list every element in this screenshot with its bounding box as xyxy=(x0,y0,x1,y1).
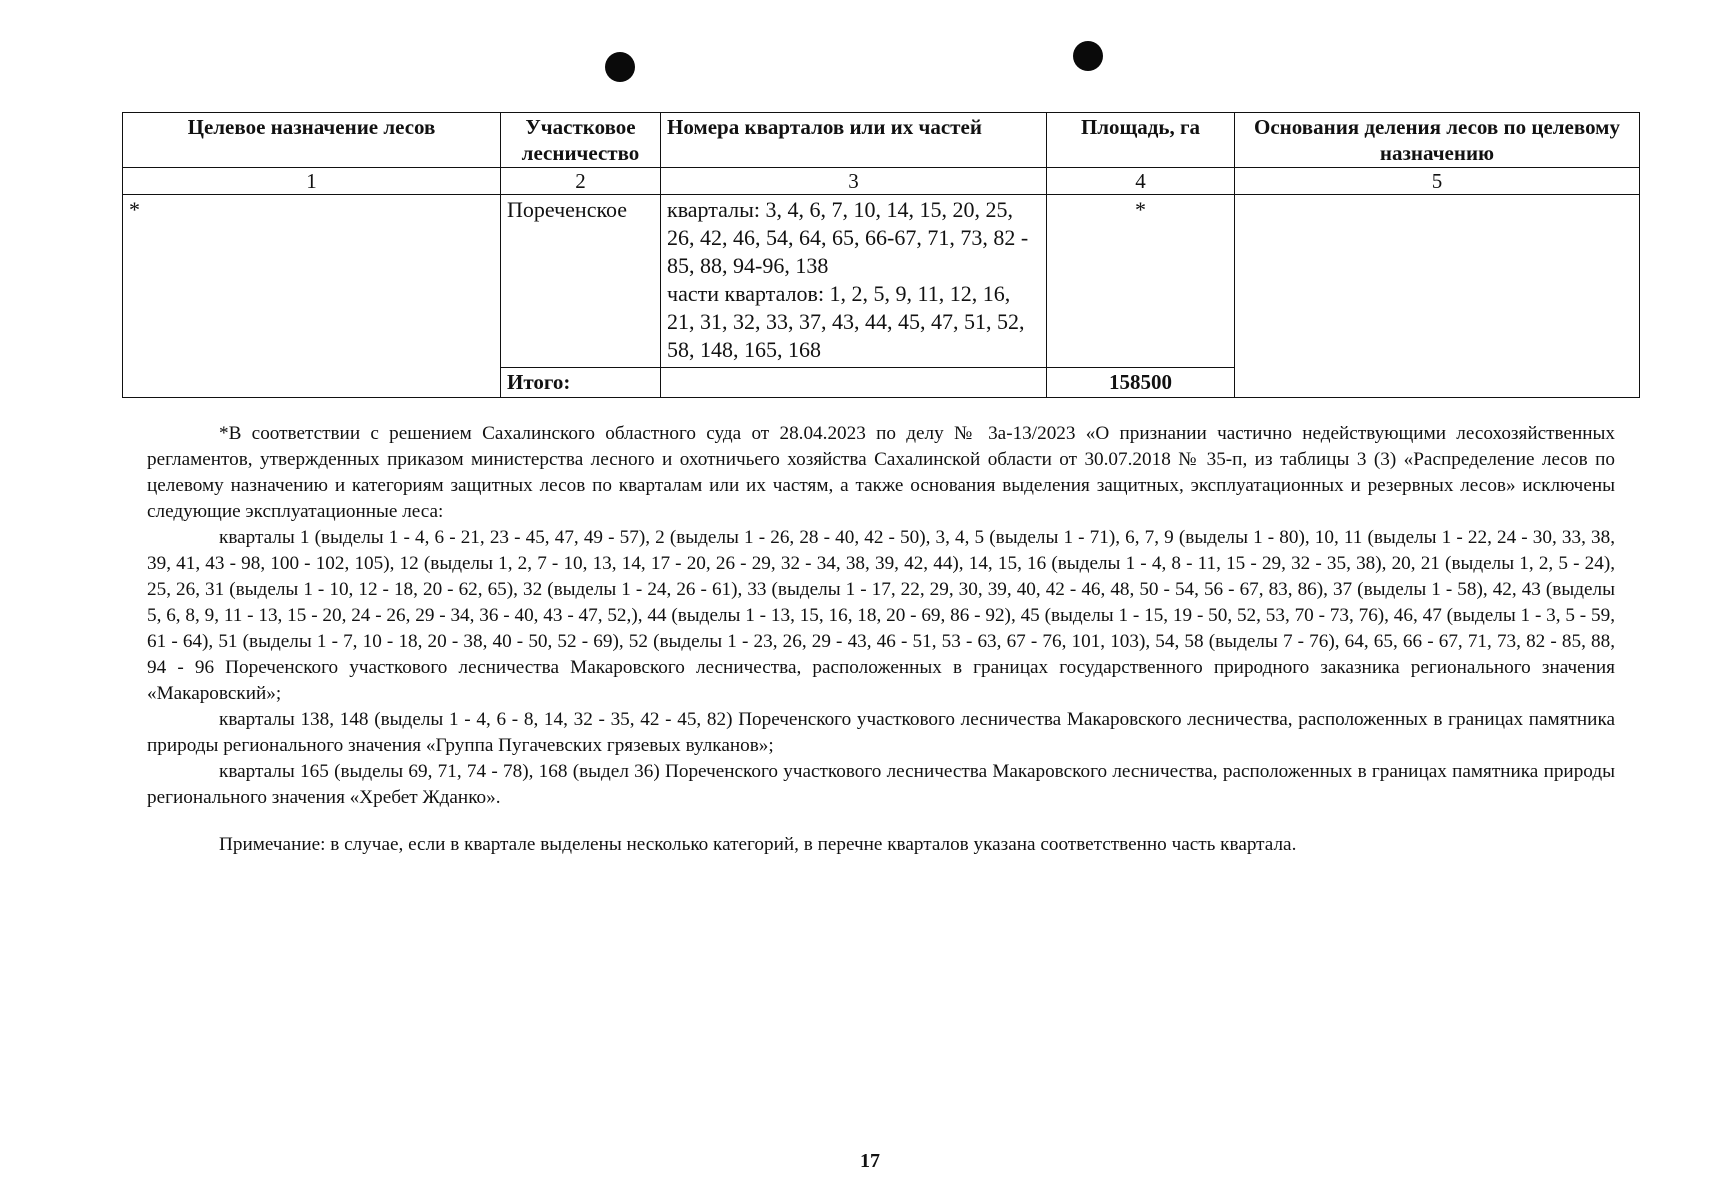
forest-distribution-table xyxy=(122,112,1640,398)
footnote-quarters-list: кварталы 1 (выделы 1 - 4, 6 - 21, 23 - 45, 47, 49 - 57), 2 (выделы 1 - 26, 28 - 40, 42 - 50), 3, 4, 5 (выделы 1 - 71), 6, 7, 9 (выделы 1 - 80), 10, 11 (выделы 1 - 22, 24 - 30, 33, 38, 39, 41, 43 - 98, 100 - 102, 105), 12 (выделы 1, 2, 7 - 10, 13, 14, 17 - 20, 26 - 29, 32 - 34, 38, 39, 42, 44), 14, 15, 16 (выделы 1 - 4, 8 - 11, 15 - 29, 32 - 35, 38), 20, 21 (выделы 1, 2, 5 - 24), 25, 26, 31 (выделы 1 - 10, 12 - 18, 20 - 62, 65), 32 (выделы 1 - 24, 26 - 61), 33 (выделы 1 - 17, 22, 29, 30, 39, 40, 42 - 46, 48, 50 - 54, 56 - 67, 83, 86), 37 (выделы 1 - 58), 42, 43 (выделы 5, 6, 8, 9, 11 - 13, 15 - 20, 24 - 26, 29 - 34, 36 - 40, 43 - 47, 52,), 44 (выделы 1 - 13, 15, 16, 18, 20 - 69, 86 - 92), 45 (выделы 1 - 15, 19 - 50, 52, 53, 70 - 73, 76), 46, 47 (выделы 1 - 3, 5 - 59, 61 - 64), 51 (выделы 1 - 7, 10 - 18, 20 - 38, 40 - 50, 52 - 69), 52 (выделы 1 - 23, 26, 29 - 43, 46 - 51, 53 - 63, 67 - 76, 101, 103), 54, 58 (выделы 7 - 76), 64, 65, 66 - 67, 71, 73, 82 - 85, 88, 94 - 96 Пореченского участкового лесничества Макаровского лесничества, расположенных в границах государственного природного заказника регионального значения «Макаровский»; xyxy=(147,527,1615,704)
punch-hole-left xyxy=(605,52,635,82)
header-basis: Основания деления лесов по целевому назначению xyxy=(1235,113,1640,168)
total-area: 158500 xyxy=(1047,368,1235,398)
column-number: 3 xyxy=(661,168,1047,195)
page-number: 17 xyxy=(860,1150,880,1172)
column-number: 5 xyxy=(1235,168,1640,195)
note: Примечание: в случае, если в квартале выделены несколько категорий, в перечне кварталов указана соответственно часть квартала. xyxy=(219,834,1297,855)
header-quarters: Номера кварталов или их частей xyxy=(661,113,1047,168)
column-number: 1 xyxy=(123,168,501,195)
footnote-quarters-list: кварталы 138, 148 (выделы 1 - 4, 6 - 8, 14, 32 - 35, 42 - 45, 82) Пореченского участкового лесничества Макаровского лесничества, расположенных в границах памятника природы регионального значения «Группа Пугачевских грязевых вулканов»; xyxy=(147,709,1615,756)
header-area: Площадь, га xyxy=(1047,113,1235,168)
footnote xyxy=(147,421,1615,811)
cell-area: * xyxy=(1047,195,1235,368)
cell-district: Пореченское xyxy=(501,195,661,368)
punch-hole-right xyxy=(1073,41,1103,71)
cell-quarters xyxy=(661,195,1047,368)
header-purpose: Целевое назначение лесов xyxy=(123,113,501,168)
total-label: Итого: xyxy=(501,368,661,398)
footnote-quarters-list: кварталы 165 (выделы 69, 71, 74 - 78), 168 (выдел 36) Пореченского участкового лесничества Макаровского лесничества, расположенных в границах памятника природы регионального значения «Хребет Жданко». xyxy=(147,761,1615,808)
header-district: Участковое лесничество xyxy=(501,113,661,168)
quarters-list: кварталы: 3, 4, 6, 7, 10, 14, 15, 20, 25, 26, 42, 46, 54, 64, 65, 66-67, 71, 73, 82 - 85, 88, 94-96, 138 xyxy=(667,197,1029,278)
column-number: 4 xyxy=(1047,168,1235,195)
table-row xyxy=(123,195,1640,368)
cell-purpose: * xyxy=(123,195,501,398)
cell-basis xyxy=(1235,195,1640,398)
quarter-parts-list: части кварталов: 1, 2, 5, 9, 11, 12, 16, 21, 31, 32, 33, 37, 43, 44, 45, 47, 51, 52, 58, 148, 165, 168 xyxy=(667,281,1025,362)
table-header-row xyxy=(123,113,1640,168)
footnote-intro: *В соответствии с решением Сахалинского областного суда от 28.04.2023 по делу № 3а-13/2023 «О признании частично недействующими лесохозяйственных регламентов, утвержденных приказом министерства лесного и охотничьего хозяйства Сахалинской области от 30.07.2018 № 35-п, из таблицы 3 (3) «Распределение лесов по целевому назначению и категориям защитных лесов по кварталам или их частям, а также основания выделения защитных, эксплуатационных и резервных лесов» исключены следующие эксплуатационные леса: xyxy=(147,423,1615,522)
column-number-row xyxy=(123,168,1640,195)
column-number: 2 xyxy=(501,168,661,195)
total-quarters xyxy=(661,368,1047,398)
